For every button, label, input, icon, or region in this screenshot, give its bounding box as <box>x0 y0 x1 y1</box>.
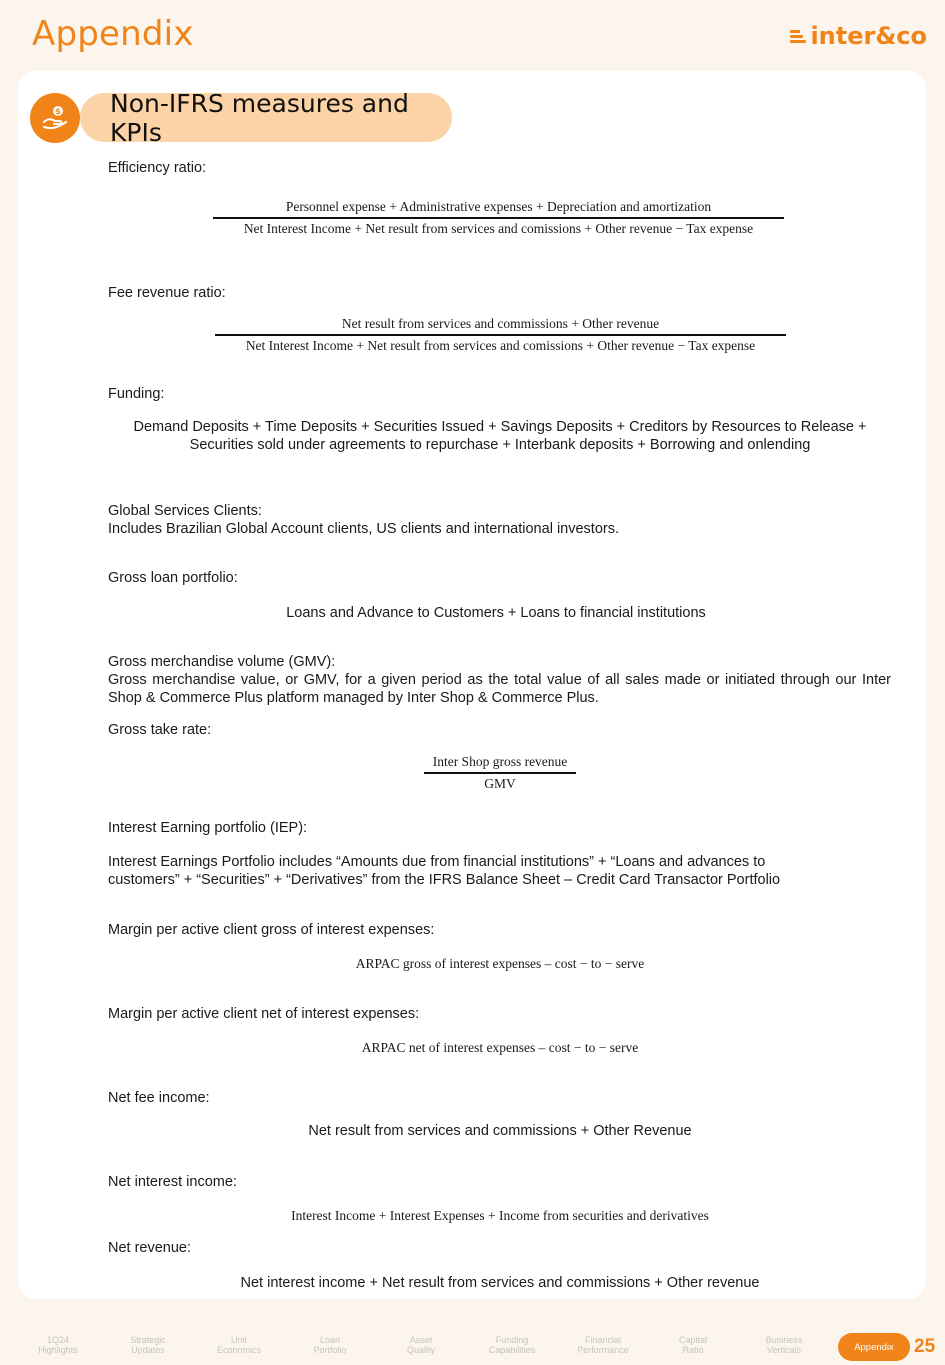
take-rate-denominator: GMV <box>484 775 516 791</box>
svg-text:$: $ <box>55 107 61 116</box>
funding-label: Funding: <box>108 386 165 402</box>
fee-ratio-denominator: Net Interest Income + Net result from services and comissions + Other revenue − Tax expense <box>245 337 756 353</box>
nav-item-business-verticals[interactable]: Business Verticals <box>765 1335 803 1355</box>
bottom-nav <box>0 1335 945 1361</box>
gmv-text: Gross merchandise value, or GMV, for a given period as the total value of all sales made or initiated through our Inter Shop & Commerce Plus platform managed by Inter Shop & Commerce Plus. <box>108 672 891 706</box>
fee-ratio-formula <box>215 316 786 354</box>
fee-ratio-numerator: Net result from services and commissions + Other revenue <box>341 316 660 331</box>
efficiency-label: Efficiency ratio: <box>108 160 207 176</box>
nav-item-strategic-updates[interactable]: Strategic Updates <box>130 1335 166 1355</box>
funding-formula-line1: Demand Deposits + Time Deposits + Securities Issued + Savings Deposits + Creditors by Resources to Release + <box>133 419 867 435</box>
gmv-label: Gross merchandise volume (GMV): <box>108 654 336 670</box>
nii-label: Net interest income: <box>108 1174 237 1190</box>
iep-label: Interest Earning portfolio (IEP): <box>108 820 308 836</box>
funding-formula-line2: Securities sold under agreements to repurchase + Interbank deposits + Borrowing and onlending <box>189 437 811 453</box>
nav-item-highlights[interactable]: 1Q24 Highlights <box>38 1335 78 1355</box>
margin-net-formula: ARPAC net of interest expenses – cost − to − serve <box>361 1040 639 1055</box>
logo-stripes-icon <box>790 30 806 43</box>
fee-ratio-label: Fee revenue ratio: <box>108 285 226 301</box>
net-fee-label: Net fee income: <box>108 1090 210 1106</box>
hand-coin-icon <box>30 93 80 143</box>
iep-text: Interest Earnings Portfolio includes “Amounts due from financial institutions” + “Loans and advances to customers” + “Securities” + “Derivatives” from the IFRS Balance Sheet – Credit Card Transactor Portfolio <box>108 854 781 888</box>
gross-loan-label: Gross loan portfolio: <box>108 570 238 586</box>
logo-text: inter&co <box>810 22 927 50</box>
margin-gross-formula: ARPAC gross of interest expenses – cost − to − serve <box>355 956 645 971</box>
take-rate-label: Gross take rate: <box>108 722 212 738</box>
net-revenue-formula: Net interest income + Net result from services and commissions + Other revenue <box>240 1275 760 1291</box>
nav-item-loan-portfolio[interactable]: Loan Portfolio <box>313 1335 347 1355</box>
take-rate-numerator: Inter Shop gross revenue <box>432 754 568 769</box>
nav-item-appendix[interactable]: Appendix <box>838 1333 910 1361</box>
margin-gross-label: Margin per active client gross of interest expenses: <box>108 922 435 938</box>
nav-item-capital-ratio[interactable]: Capital Ratio <box>678 1335 707 1355</box>
efficiency-formula <box>213 199 784 237</box>
take-rate-formula <box>424 754 576 792</box>
efficiency-numerator: Personnel expense + Administrative expenses + Depreciation and amortization <box>285 199 712 214</box>
section-title: Non-IFRS measures and KPIs <box>80 93 452 142</box>
global-services-text: Includes Brazilian Global Account clients, US clients and international investors. <box>108 521 619 537</box>
page-title: Appendix <box>32 14 194 54</box>
efficiency-denominator: Net Interest Income + Net result from services and comissions + Other revenue − Tax expense <box>243 220 754 236</box>
margin-net-label: Margin per active client net of interest expenses: <box>108 1006 420 1022</box>
nav-item-asset-quality[interactable]: Asset Quality <box>406 1335 435 1355</box>
net-revenue-label: Net revenue: <box>108 1240 192 1256</box>
gross-loan-formula: Loans and Advance to Customers + Loans to financial institutions <box>286 605 706 621</box>
nii-formula: Interest Income + Interest Expenses + Income from securities and derivatives <box>291 1208 709 1223</box>
brand-logo <box>790 22 927 50</box>
net-fee-formula: Net result from services and commissions + Other Revenue <box>308 1123 692 1139</box>
global-services-label: Global Services Clients: <box>108 503 262 519</box>
nav-item-funding-capabilities[interactable]: Funding Capabilities <box>488 1335 536 1355</box>
nav-item-financial-performance[interactable]: Financial Performance <box>577 1335 629 1355</box>
nav-item-unit-economics[interactable]: Unit Economics <box>216 1335 261 1355</box>
page-number: 25 <box>914 1336 936 1357</box>
